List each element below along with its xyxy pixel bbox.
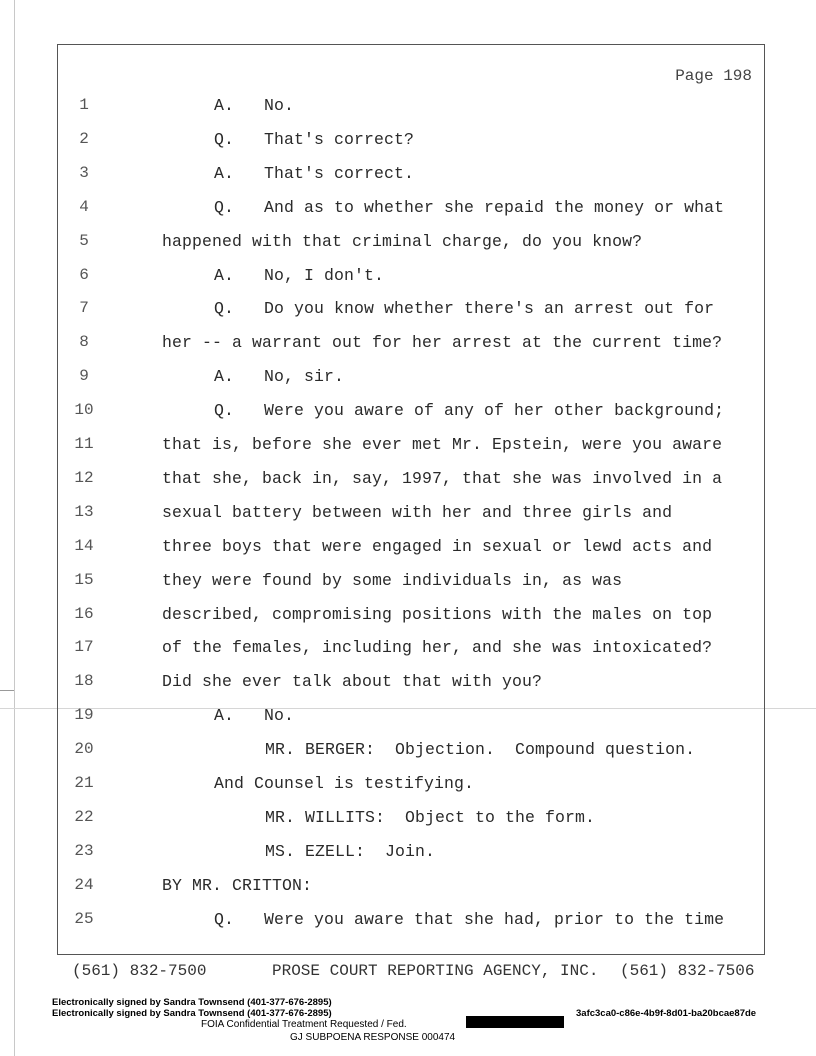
transcript-line (58, 876, 764, 910)
line-text: Q. Were you aware of any of her other background; (214, 401, 725, 421)
line-number: 24 (74, 875, 94, 894)
line-number: 5 (79, 231, 89, 250)
line-number: 15 (74, 570, 94, 589)
line-text: described, compromising positions with the males on top (162, 604, 713, 624)
line-number: 9 (79, 367, 89, 386)
transcript-line (58, 130, 764, 164)
footer-phone-right: (561) 832-7506 (620, 962, 755, 980)
line-number: 3 (79, 163, 89, 182)
transcript-line (58, 333, 764, 367)
transcript-line (58, 774, 764, 808)
line-number: 17 (74, 638, 94, 657)
transcript-line (58, 706, 764, 740)
esignature-line-1: Electronically signed by Sandra Townsend (401-377-676-2895) (52, 997, 332, 1008)
line-text: A. No. (214, 96, 295, 115)
line-number: 8 (79, 333, 89, 352)
line-number: 14 (74, 536, 94, 555)
transcript-line (58, 605, 764, 639)
line-text: sexual battery between with her and three girls and (162, 502, 673, 522)
line-text: they were found by some individuals in, as was (162, 570, 623, 590)
line-text: MR. BERGER: Objection. Compound question. (265, 740, 696, 760)
line-number: 13 (74, 502, 94, 521)
transcript-line (58, 164, 764, 198)
line-number: 7 (79, 299, 89, 318)
line-number: 22 (74, 807, 94, 826)
transcript-line (58, 910, 764, 944)
transcript-line (58, 571, 764, 605)
footer-phone-left: (561) 832-7500 (72, 962, 207, 980)
transcript-line (58, 740, 764, 774)
line-text: Q. Were you aware that she had, prior to the time (214, 909, 725, 929)
transcript-line (58, 198, 764, 232)
line-number: 10 (74, 401, 94, 420)
transcript-line (58, 842, 764, 876)
line-text: Q. And as to whether she repaid the money or what (214, 197, 725, 217)
transcript-line (58, 435, 764, 469)
left-margin-rule (14, 0, 15, 1056)
transcript-line (58, 367, 764, 401)
line-number: 4 (79, 197, 89, 216)
redaction-bar (466, 1016, 564, 1028)
signature-hash: 3afc3ca0-c86e-4b9f-8d01-ba20bcae87de (576, 1008, 757, 1019)
line-text: A. No, I don't. (214, 265, 385, 285)
esignature-line-2: Electronically signed by Sandra Townsend (401-377-676-2895) (52, 1008, 332, 1019)
line-number: 19 (74, 706, 94, 725)
transcript-line (58, 232, 764, 266)
line-text: Q. Do you know whether there's an arrest out for (214, 299, 715, 319)
line-number: 12 (74, 468, 94, 487)
transcript-line (58, 672, 764, 706)
line-text: MS. EZELL: Join. (265, 841, 436, 861)
foia-stamp: FOIA Confidential Treatment Requested / Fed. (201, 1019, 407, 1030)
line-number: 20 (74, 740, 94, 759)
transcript-line (58, 299, 764, 333)
line-text: BY MR. CRITTON: (162, 875, 313, 895)
footer-agency: PROSE COURT REPORTING AGENCY, INC. (272, 962, 599, 980)
line-number: 11 (74, 435, 94, 453)
line-text: A. No. (214, 706, 295, 726)
line-text: that she, back in, say, 1997, that she was involved in a (162, 468, 723, 488)
line-number: 6 (79, 265, 89, 284)
transcript-line (58, 469, 764, 503)
line-text: A. That's correct. (214, 163, 415, 183)
line-number: 21 (74, 774, 94, 792)
transcript-line (58, 537, 764, 571)
line-text: And Counsel is testifying. (214, 774, 475, 793)
transcript-frame (57, 44, 765, 955)
line-text: Did she ever talk about that with you? (162, 672, 543, 692)
transcript-line (58, 96, 764, 130)
line-number: 1 (79, 96, 89, 114)
line-text: happened with that criminal charge, do you know? (162, 231, 643, 251)
line-number: 16 (74, 604, 94, 623)
line-number: 2 (79, 129, 89, 148)
line-text: of the females, including her, and she was intoxicated? (162, 638, 713, 658)
left-margin-tick (0, 690, 14, 691)
line-number: 25 (74, 909, 94, 928)
line-text: MR. WILLITS: Object to the form. (265, 807, 596, 827)
line-text: Q. That's correct? (214, 129, 415, 149)
line-text: that is, before she ever met Mr. Epstein, were you aware (162, 435, 723, 454)
transcript-line (58, 808, 764, 842)
transcript-line (58, 401, 764, 435)
transcript-line (58, 503, 764, 537)
transcript-line (58, 638, 764, 672)
transcript-line (58, 266, 764, 300)
line-text: three boys that were engaged in sexual or lewd acts and (162, 536, 713, 556)
gj-subpoena-stamp: GJ SUBPOENA RESPONSE 000474 (290, 1032, 456, 1043)
page-number: Page 198 (675, 67, 752, 85)
line-number: 18 (74, 672, 94, 691)
line-number: 23 (74, 841, 94, 860)
line-text: A. No, sir. (214, 367, 345, 387)
line-text: her -- a warrant out for her arrest at the current time? (162, 333, 723, 353)
